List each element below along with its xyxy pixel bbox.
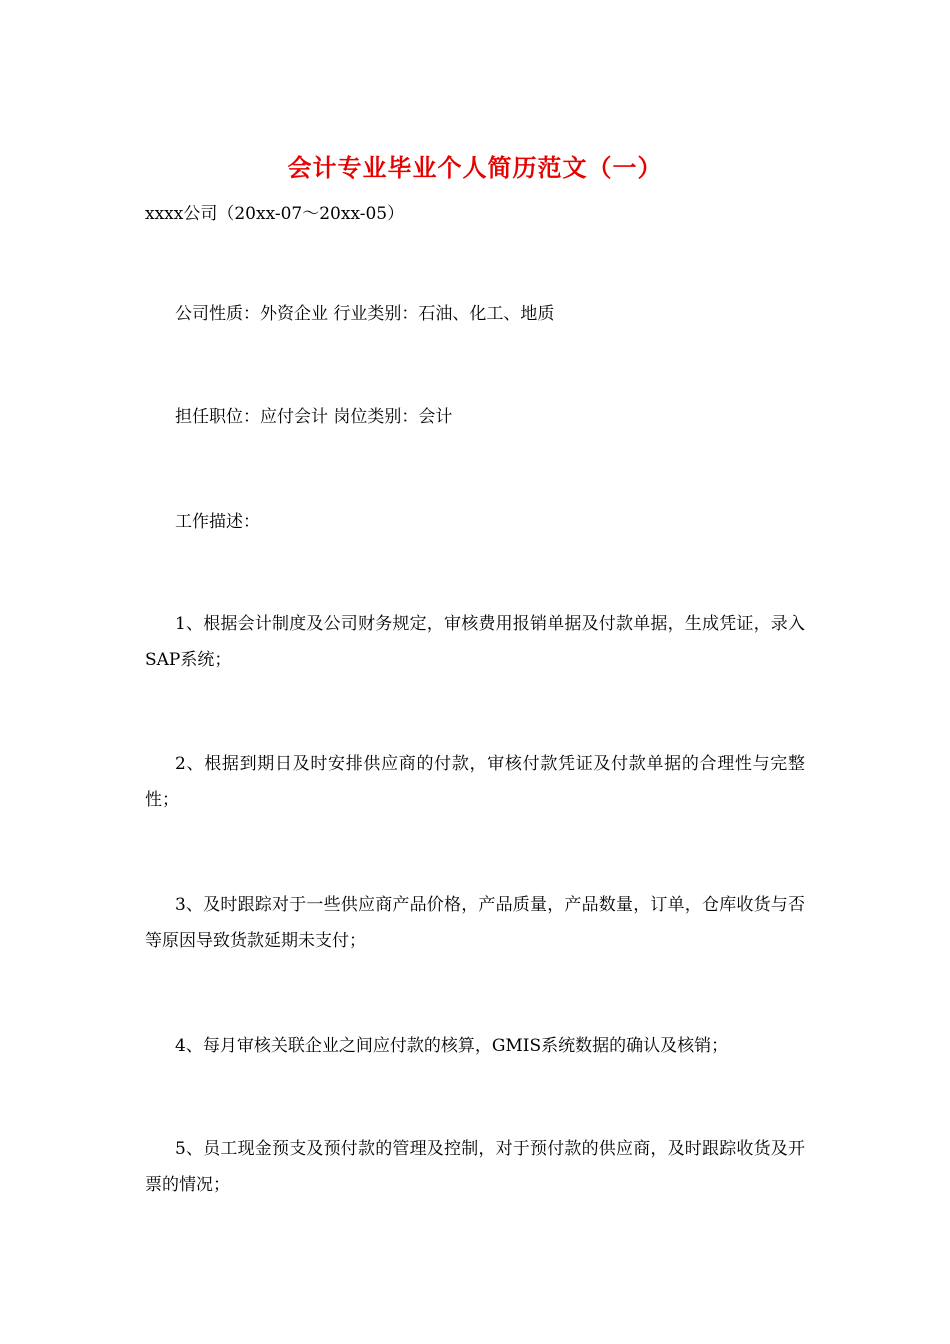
document-title: 会计专业毕业个人简历范文（一） (287, 153, 663, 182)
duty-item-4: 4、每月审核关联企业之间应付款的核算，GMIS系统数据的确认及核销； (175, 1036, 729, 1056)
duty-item-2: 2、根据到期日及时安排供应商的付款，审核付款凭证及付款单据的合理性与完整性； (145, 754, 805, 810)
duty-item-3: 3、及时跟踪对于一些供应商产品价格，产品质量，产品数量，订单，仓库收货与否等原因导致货款延期未支付； (145, 895, 805, 951)
duty-item-1: 1、根据会计制度及公司财务规定，审核费用报销单据及付款单据，生成凭证，录入SAP系统； (145, 614, 805, 670)
company-nature-line: 公司性质：外资企业 行业类别：石油、化工、地质 (175, 304, 555, 324)
duty-item-5: 5、员工现金预支及预付款的管理及控制，对于预付款的供应商，及时跟踪收货及开票的情况； (145, 1139, 805, 1195)
position-line: 担任职位：应付会计 岗位类别：会计 (175, 407, 453, 427)
company-line: xxxx公司（20xx-07～20xx-05） (145, 204, 405, 224)
work-description-label: 工作描述： (175, 512, 260, 532)
